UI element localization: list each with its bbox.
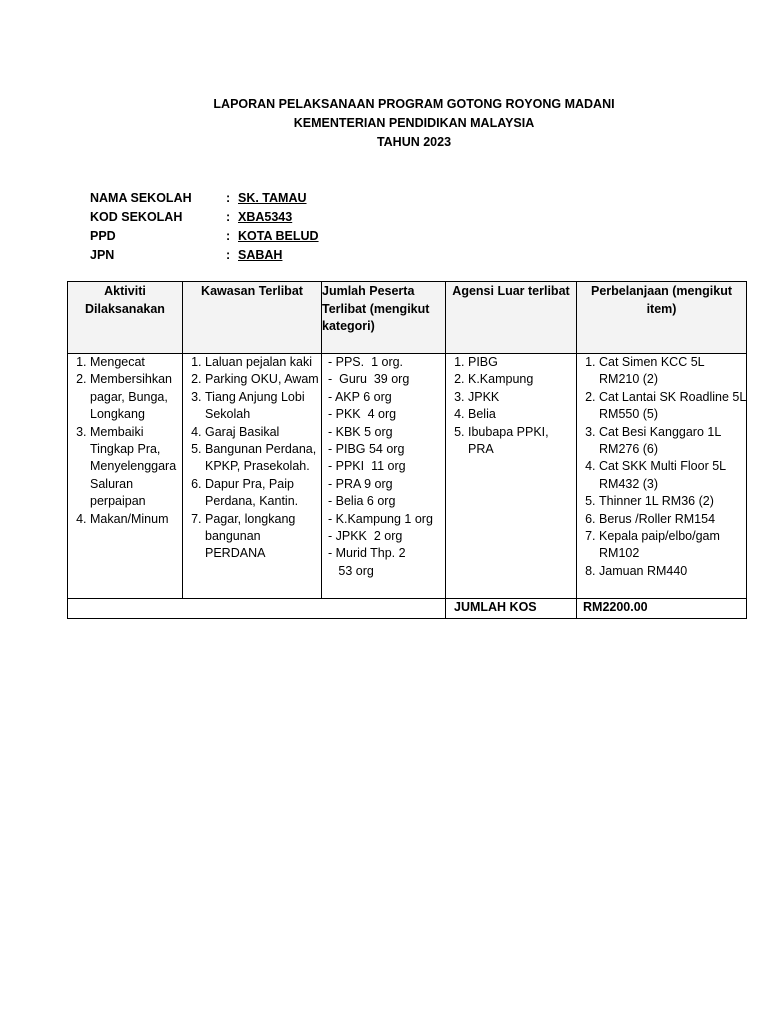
list-item: 7. Kepala paip/elbo/gam RM102: [599, 528, 746, 563]
list-item: 3. Tiang Anjung Lobi Sekolah: [205, 389, 321, 424]
peserta-list: [322, 354, 445, 580]
total-value: RM2200.00: [577, 599, 747, 619]
list-item: - JPKK 2 org: [328, 529, 403, 544]
table-header-row: [68, 282, 747, 354]
info-value: KOTA BELUD: [238, 229, 319, 243]
list-item: - Belia 6 org: [328, 494, 396, 509]
info-colon: :: [226, 210, 231, 224]
list-item: 1. Mengecat: [90, 354, 182, 371]
info-colon: :: [226, 248, 231, 262]
list-item: 8. Jamuan RM440: [599, 563, 746, 580]
total-empty-cell: [68, 599, 446, 619]
total-row: [68, 599, 747, 619]
list-item: 4. Cat SKK Multi Floor 5L RM432 (3): [599, 458, 746, 493]
header-kawasan: Kawasan Terlibat: [183, 282, 322, 354]
list-item: 53 org: [328, 563, 374, 578]
agensi-list: [446, 354, 576, 458]
table-row: [68, 354, 747, 599]
info-value: SABAH: [238, 248, 283, 262]
list-item: 6. Berus /Roller RM154: [599, 511, 746, 528]
cell-agensi: [446, 354, 577, 599]
perbelanjaan-list: [577, 354, 746, 580]
cell-peserta: [322, 354, 446, 599]
info-row-jpn: [90, 246, 319, 265]
list-item: 3. Cat Besi Kanggaro 1L RM276 (6): [599, 424, 746, 459]
title-line-3: TAHUN 2023: [376, 135, 452, 149]
title-line-2: KEMENTERIAN PENDIDIKAN MALAYSIA: [293, 116, 535, 130]
total-label: JUMLAH KOS: [446, 599, 577, 619]
cell-kawasan: [183, 354, 322, 599]
report-table: [67, 281, 747, 619]
header-agensi: Agensi Luar terlibat: [446, 282, 577, 354]
list-item: - PPS. 1 org.: [328, 355, 404, 369]
info-label: KOD SEKOLAH: [90, 210, 183, 224]
cell-perbelanjaan: [577, 354, 747, 599]
list-item: 4. Garaj Basikal: [205, 424, 321, 441]
report-title: [0, 95, 768, 152]
list-item: - Guru 39 org: [328, 372, 410, 387]
header-jumlah-peserta: Jumlah Peserta Terlibat (mengikut kategori): [322, 282, 446, 354]
title-line-1: LAPORAN PELAKSANAAN PROGRAM GOTONG ROYONG MADANI: [213, 97, 615, 111]
info-row-nama-sekolah: [90, 189, 319, 208]
kawasan-list: [183, 354, 321, 563]
list-item: - KBK 5 org: [328, 424, 393, 439]
school-info: [90, 189, 319, 265]
info-colon: :: [226, 229, 231, 243]
list-item: 4. Makan/Minum: [90, 511, 182, 528]
list-item: 1. Cat Simen KCC 5L RM210 (2): [599, 354, 746, 389]
info-label: PPD: [90, 229, 116, 243]
list-item: 1. PIBG: [468, 354, 576, 371]
list-item: - PKK 4 org: [328, 407, 397, 422]
info-row-ppd: [90, 227, 319, 246]
info-value: SK. TAMAU: [238, 191, 307, 205]
list-item: 5. Bangunan Perdana, KPKP, Prasekolah.: [205, 441, 321, 476]
list-item: 6. Dapur Pra, Paip Perdana, Kantin.: [205, 476, 321, 511]
list-item: - PPKI 11 org: [328, 459, 406, 474]
list-item: - K.Kampung 1 org: [328, 511, 433, 526]
list-item: 7. Pagar, longkang bangunan PERDANA: [205, 511, 321, 563]
header-perbelanjaan: Perbelanjaan (mengikut item): [577, 282, 747, 354]
header-aktiviti: Aktiviti Dilaksanakan: [68, 282, 183, 354]
list-item: - PRA 9 org: [328, 476, 393, 491]
list-item: 5. Thinner 1L RM36 (2): [599, 493, 746, 510]
list-item: 1. Laluan pejalan kaki: [205, 354, 321, 371]
list-item: 3. JPKK: [468, 389, 576, 406]
info-value: XBA5343: [238, 210, 293, 224]
cell-aktiviti: [68, 354, 183, 599]
aktiviti-list: [68, 354, 182, 528]
list-item: - AKP 6 org: [328, 389, 392, 404]
list-item: 4. Belia: [468, 406, 576, 423]
list-item: - PIBG 54 org: [328, 442, 405, 457]
info-row-kod-sekolah: [90, 208, 319, 227]
list-item: 5. Ibubapa PPKI, PRA: [468, 424, 576, 459]
list-item: 2. Membersihkan pagar, Bunga, Longkang: [90, 371, 182, 423]
list-item: 2. K.Kampung: [468, 371, 576, 388]
info-label: NAMA SEKOLAH: [90, 191, 192, 205]
list-item: 3. Membaiki Tingkap Pra, Menyelenggara Saluran perpaipan: [90, 424, 182, 511]
info-colon: :: [226, 191, 231, 205]
list-item: - Murid Thp. 2: [328, 546, 406, 561]
list-item: 2. Parking OKU, Awam: [205, 371, 321, 388]
info-label: JPN: [90, 248, 115, 262]
list-item: 2. Cat Lantai SK Roadline 5L RM550 (5): [599, 389, 746, 424]
